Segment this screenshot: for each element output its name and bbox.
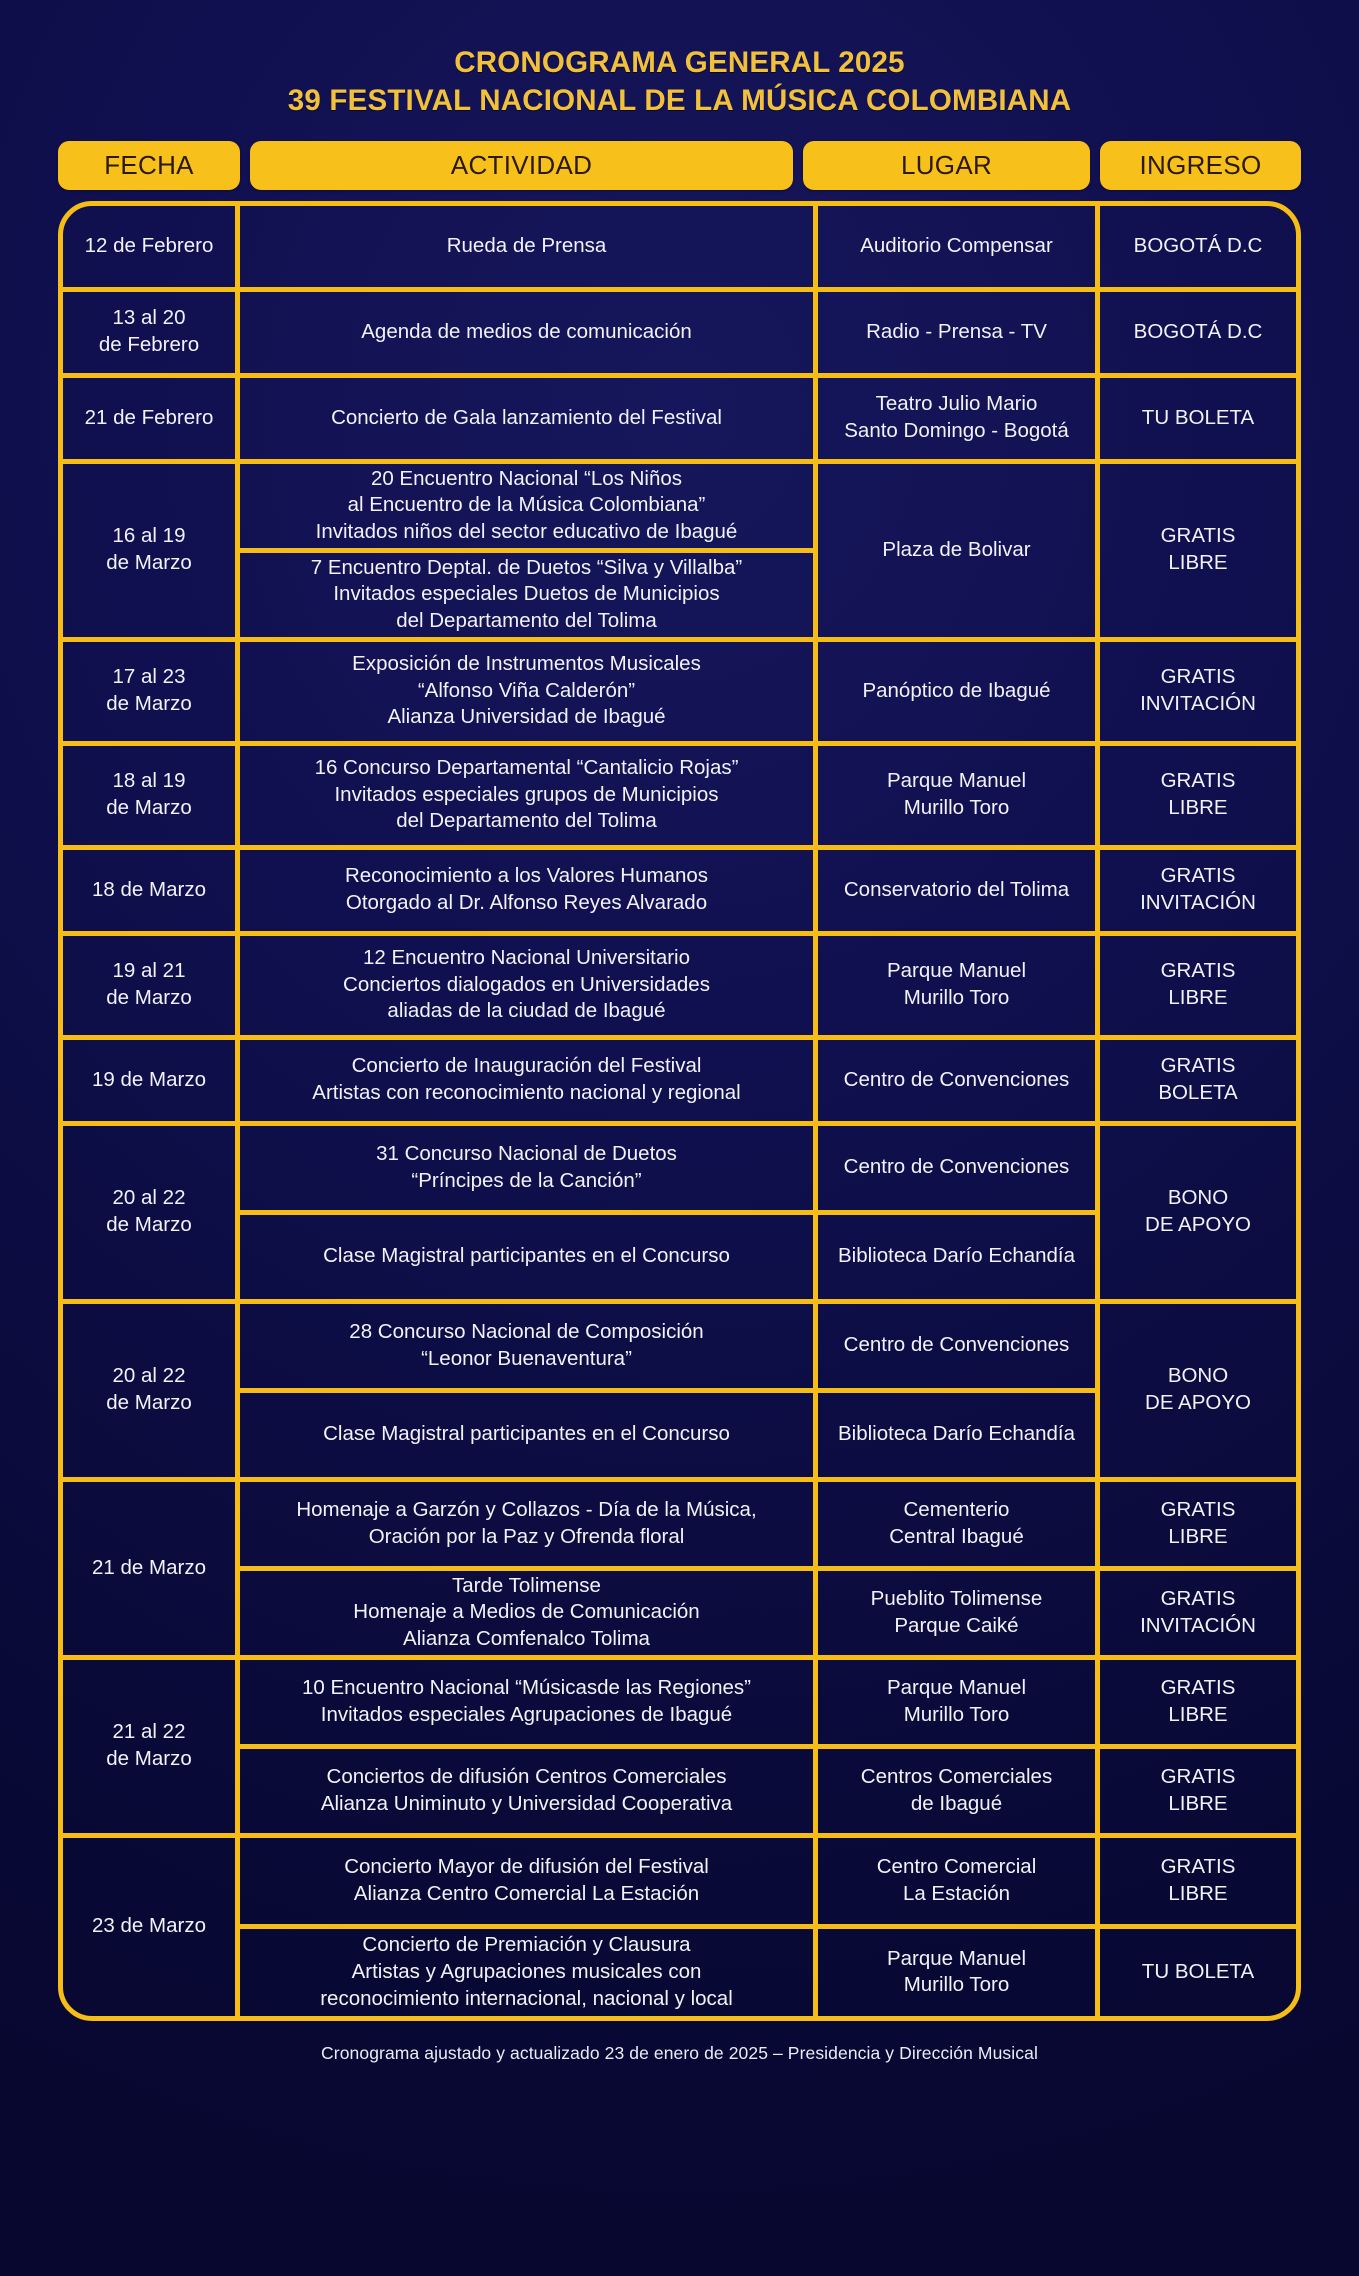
ingreso-text: GRATIS BOLETA (1158, 1054, 1238, 1104)
fecha-text: 19 al 21 de Marzo (106, 959, 192, 1009)
cell-lugar-split (818, 1304, 1100, 1477)
table-row (63, 378, 1296, 464)
cell-fecha (63, 378, 240, 459)
cell-ingreso (1100, 936, 1296, 1035)
cell-ingreso (1100, 642, 1296, 741)
cell-lugar (818, 936, 1100, 1035)
fecha-text: 18 de Marzo (92, 877, 206, 901)
fecha-text: 17 al 23 de Marzo (106, 665, 192, 715)
lugar-text: Centro de Convenciones (843, 1067, 1070, 1091)
cell-ingreso (1100, 746, 1296, 845)
column-header-ingreso: INGRESO (1100, 141, 1301, 190)
actividad-text: Concierto de Inauguración del Festival Artistas con reconocimiento nacional y regional (312, 1054, 741, 1104)
actividad-text: Clase Magistral participantes en el Concurso (323, 1244, 730, 1268)
cell-ingreso-split (1100, 1482, 1296, 1655)
cell-actividad (240, 1040, 818, 1121)
lugar-text: Pueblito Tolimense Parque Caiké (870, 1586, 1043, 1637)
table-row (63, 936, 1296, 1040)
fecha-text: 16 al 19 de Marzo (106, 524, 192, 574)
lugar-text: Radio - Prensa - TV (866, 319, 1047, 343)
actividad-text: Clase Magistral participantes en el Concurso (323, 1422, 730, 1446)
fecha-text: 19 de Marzo (92, 1067, 206, 1091)
actividad-text: Concierto de Gala lanzamiento del Festival (331, 405, 722, 429)
fecha-text: 21 al 22 de Marzo (106, 1720, 192, 1770)
actividad-text: Agenda de medios de comunicación (361, 319, 692, 343)
fecha-text: 20 al 22 de Marzo (106, 1186, 192, 1236)
actividad-text: Rueda de Prensa (446, 233, 607, 257)
lugar-text: Biblioteca Darío Echandía (837, 1244, 1076, 1268)
ingreso-text: BONO DE APOYO (1145, 1186, 1251, 1236)
lugar-text: Cementerio Central Ibagué (818, 1482, 1095, 1571)
cell-lugar (818, 464, 1100, 637)
lugar-text: Centro Comercial La Estación (818, 1838, 1095, 1930)
title-line-2: 39 FESTIVAL NACIONAL DE LA MÚSICA COLOMBIANA (287, 83, 1072, 117)
schedule-table (58, 201, 1301, 2021)
table-row (63, 746, 1296, 850)
cell-fecha (63, 1482, 240, 1655)
cell-lugar-split (818, 1482, 1100, 1655)
cell-actividad-split (240, 1660, 818, 1833)
ingreso-text: BONO DE APOYO (1145, 1364, 1251, 1414)
cell-fecha (63, 936, 240, 1035)
cell-ingreso-split (1100, 1838, 1296, 2016)
cell-actividad (240, 642, 818, 741)
cell-actividad (240, 206, 818, 287)
actividad-text: Conciertos de difusión Centros Comerciales Alianza Uniminuto y Universidad Cooperativa (320, 1764, 733, 1815)
cell-ingreso (1100, 1126, 1296, 1299)
lugar-text: Centro de Convenciones (818, 1304, 1095, 1393)
cell-lugar-split (818, 1660, 1100, 1833)
title-line-1: CRONOGRAMA GENERAL 2025 (454, 46, 905, 79)
cell-fecha (63, 746, 240, 845)
cell-actividad-split (240, 1304, 818, 1477)
table-row (63, 642, 1296, 746)
cell-fecha (63, 1304, 240, 1477)
actividad-text: Reconocimiento a los Valores Humanos Otorgado al Dr. Alfonso Reyes Alvarado (344, 864, 709, 914)
actividad-text: 12 Encuentro Nacional Universitario Conciertos dialogados en Universidades aliadas de la ciudad de Ibagué (343, 946, 710, 1023)
column-header-actividad: ACTIVIDAD (250, 141, 793, 190)
ingreso-text: BOGOTÁ D.C (1133, 233, 1263, 257)
cell-lugar (818, 378, 1100, 459)
ingreso-text: GRATIS LIBRE (1160, 524, 1236, 574)
cell-ingreso (1100, 1304, 1296, 1477)
actividad-text: Homenaje a Garzón y Collazos - Día de la Música, Oración por la Paz y Ofrenda floral (240, 1482, 813, 1571)
actividad-text: 31 Concurso Nacional de Duetos “Príncipes de la Canción” (240, 1126, 813, 1215)
ingreso-text: GRATIS LIBRE (1160, 1764, 1236, 1815)
ingreso-text: GRATIS INVITACIÓN (1140, 665, 1256, 715)
cell-fecha (63, 850, 240, 931)
lugar-text: Panóptico de Ibagué (862, 678, 1051, 702)
lugar-text: Parque Manuel Murillo Toro (818, 1660, 1095, 1749)
table-row (63, 1838, 1296, 2016)
cell-ingreso (1100, 378, 1296, 459)
lugar-text: Teatro Julio Mario Santo Domingo - Bogotá (844, 392, 1069, 442)
actividad-text: Tarde Tolimense Homenaje a Medios de Comunicación Alianza Comfenalco Tolima (353, 1573, 700, 1650)
ingreso-text: TU BOLETA (1141, 405, 1255, 429)
footer-note: Cronograma ajustado y actualizado 23 de enero de 2025 – Presidencia y Dirección Musical (321, 2042, 1038, 2063)
actividad-text: 28 Concurso Nacional de Composición “Leonor Buenaventura” (240, 1304, 813, 1393)
fecha-text: 20 al 22 de Marzo (106, 1364, 192, 1414)
lugar-text: Parque Manuel Murillo Toro (886, 959, 1027, 1009)
fecha-text: 13 al 20 de Febrero (98, 306, 200, 356)
cell-lugar (818, 642, 1100, 741)
cell-fecha (63, 642, 240, 741)
cell-fecha (63, 1126, 240, 1299)
table-row (63, 1040, 1296, 1126)
table-row (63, 464, 1296, 642)
lugar-text: Centros Comerciales de Ibagué (860, 1764, 1053, 1815)
cell-ingreso-split (1100, 1660, 1296, 1833)
cell-actividad (240, 292, 818, 373)
table-row (63, 1304, 1296, 1482)
ingreso-text: GRATIS LIBRE (1160, 959, 1236, 1009)
table-row (63, 1660, 1296, 1838)
table-row (63, 1126, 1296, 1304)
lugar-text: Parque Manuel Murillo Toro (886, 1946, 1027, 1997)
cell-actividad-split (240, 1126, 818, 1299)
ingreso-text: GRATIS LIBRE (1160, 769, 1236, 819)
ingreso-text: GRATIS LIBRE (1100, 1660, 1296, 1749)
actividad-text: Concierto Mayor de difusión del Festival Alianza Centro Comercial La Estación (240, 1838, 813, 1930)
actividad-text: Concierto de Premiación y Clausura Artistas y Agrupaciones musicales con reconocimiento internacional, nacional y local (320, 1933, 733, 2010)
cell-lugar (818, 292, 1100, 373)
cell-ingreso (1100, 464, 1296, 637)
cell-fecha (63, 292, 240, 373)
page-title (58, 0, 1301, 136)
cell-lugar (818, 746, 1100, 845)
lugar-text: Centro de Convenciones (818, 1126, 1095, 1215)
lugar-text: Biblioteca Darío Echandía (837, 1422, 1076, 1446)
fecha-text: 21 de Marzo (92, 1555, 206, 1579)
column-header-lugar: LUGAR (803, 141, 1090, 190)
cell-actividad-split (240, 1482, 818, 1655)
cell-actividad (240, 850, 818, 931)
ingreso-text: GRATIS LIBRE (1100, 1838, 1296, 1930)
ingreso-text: GRATIS INVITACIÓN (1140, 864, 1256, 914)
actividad-text: 16 Concurso Departamental “Cantalicio Rojas” Invitados especiales grupos de Municipios del Departamento del Tolima (314, 756, 739, 833)
table-row (63, 292, 1296, 378)
cell-fecha (63, 464, 240, 637)
ingreso-text: GRATIS LIBRE (1100, 1482, 1296, 1571)
fecha-text: 23 de Marzo (92, 1914, 206, 1938)
table-row (63, 850, 1296, 936)
lugar-text: Auditorio Compensar (860, 233, 1053, 257)
cell-lugar (818, 850, 1100, 931)
fecha-text: 12 de Febrero (84, 233, 214, 257)
cell-fecha (63, 206, 240, 287)
table-row (63, 206, 1296, 292)
actividad-text: 10 Encuentro Nacional “Músicasde las Regiones” Invitados especiales Agrupaciones de Ibagué (240, 1660, 813, 1749)
ingreso-text: GRATIS INVITACIÓN (1140, 1586, 1256, 1637)
fecha-text: 18 al 19 de Marzo (106, 769, 192, 819)
ingreso-text: TU BOLETA (1141, 1959, 1255, 1983)
table-row (63, 1482, 1296, 1660)
cell-lugar-split (818, 1126, 1100, 1299)
actividad-text: Exposición de Instrumentos Musicales “Alfonso Viña Calderón” Alianza Universidad de Ibagué (352, 652, 701, 729)
cell-actividad-split (240, 1838, 818, 2016)
cell-lugar (818, 1040, 1100, 1121)
cell-ingreso (1100, 206, 1296, 287)
cell-actividad (240, 746, 818, 845)
cell-lugar-split (818, 1838, 1100, 2016)
cell-ingreso (1100, 1040, 1296, 1121)
cell-actividad (240, 378, 818, 459)
lugar-text: Conservatorio del Tolima (843, 877, 1070, 901)
cell-actividad-split (240, 464, 818, 637)
lugar-text: Plaza de Bolivar (882, 537, 1031, 561)
cell-actividad (240, 936, 818, 1035)
actividad-text: 20 Encuentro Nacional “Los Niños al Encuentro de la Música Colombiana” Invitados niños del sector educativo de Ibagué (240, 464, 813, 553)
cell-ingreso (1100, 292, 1296, 373)
fecha-text: 21 de Febrero (84, 405, 214, 429)
ingreso-text: BOGOTÁ D.C (1133, 319, 1263, 343)
lugar-text: Parque Manuel Murillo Toro (886, 769, 1027, 819)
column-header-fecha: FECHA (58, 141, 240, 190)
cell-lugar (818, 206, 1100, 287)
cell-ingreso (1100, 850, 1296, 931)
table-header-row (58, 141, 1301, 190)
actividad-text: 7 Encuentro Deptal. de Duetos “Silva y Villalba” Invitados especiales Duetos de Municipios del Departamento del Tolima (310, 555, 743, 632)
cell-fecha (63, 1660, 240, 1833)
cell-fecha (63, 1040, 240, 1121)
cell-fecha (63, 1838, 240, 2016)
